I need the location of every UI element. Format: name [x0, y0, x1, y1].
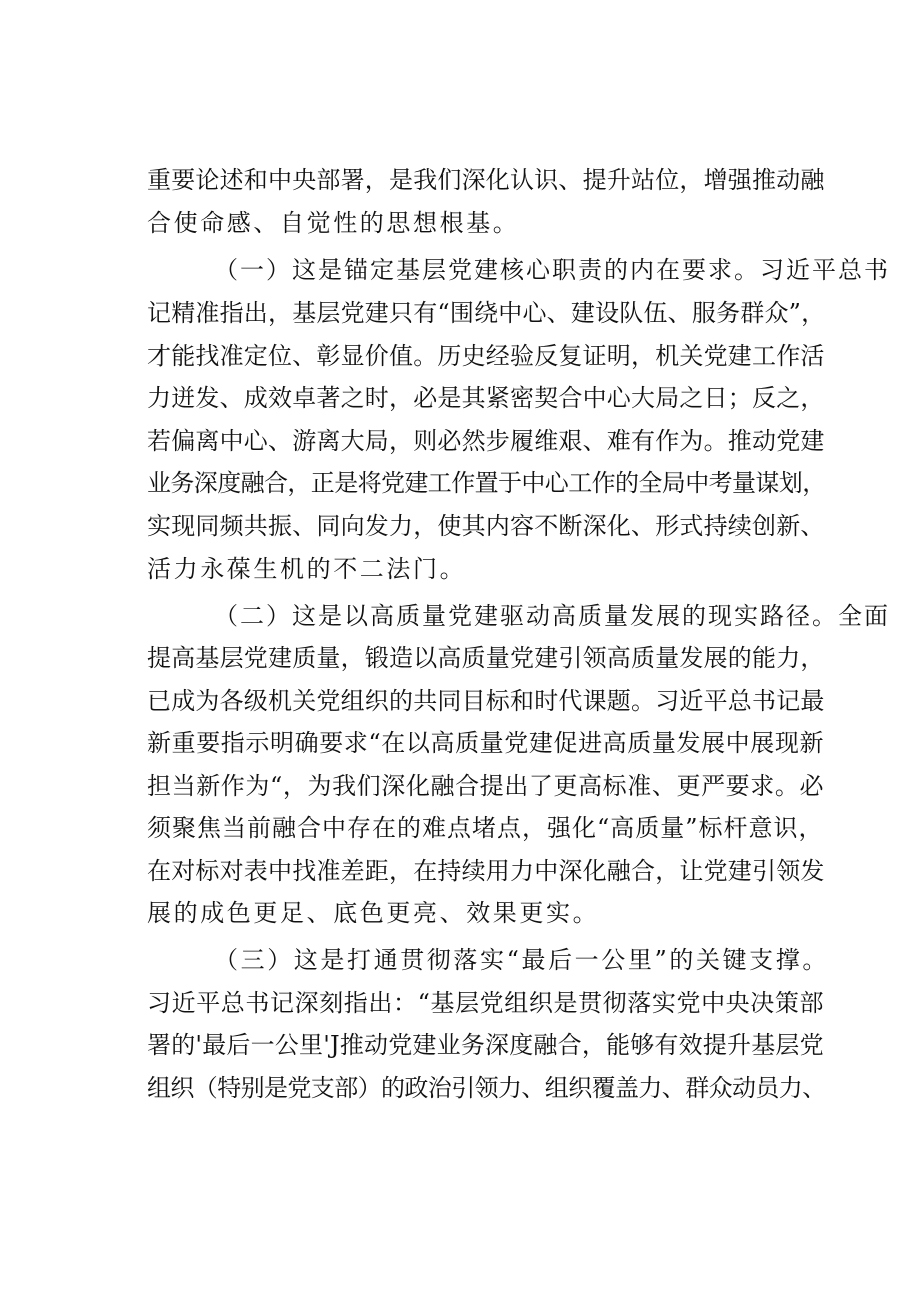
text-line: 合使命感、自觉性的思想根基。	[147, 209, 520, 237]
text-line: 新重要指示明确要求“在以高质量党建促进高质量发展中展现新	[147, 729, 825, 757]
text-line: 实现同频共振、同向发力，使其内容不断深化、形式持续创新、	[147, 512, 825, 540]
text-line: 力迸发、成效卓著之时，必是其紧密契合中心大局之日；反之，	[147, 384, 825, 412]
paragraph-heading-2: （二）这是以高质量党建驱动高质量发展的现实路径。全面	[214, 602, 890, 630]
text-line: 在对标对表中找准差距，在持续用力中深化融合，让党建引领发	[147, 857, 825, 885]
text-line: 须聚焦当前融合中存在的难点堵点，强化“高质量”标杆意识，	[147, 814, 824, 842]
text-line: 记精准指出，基层党建只有“围绕中心、建设队伍、服务群众”，	[147, 299, 826, 327]
text-line: 已成为各级机关党组织的共同目标和时代课题。习近平总书记最	[147, 687, 825, 715]
text-line: 才能找准定位、彰显价值。历史经验反复证明，机关党建工作活	[147, 342, 825, 370]
paragraph-heading-1: （一）这是锚定基层党建核心职责的内在要求。习近平总书	[214, 256, 890, 284]
text-line: 展的成色更足、底色更亮、效果更实。	[147, 899, 600, 927]
text-line: 署的'最后一公里'J推动党建业务深度融合，能够有效提升基层党	[147, 1031, 824, 1059]
text-line: 担当新作为“，为我们深化融合提出了更高标准、更严要求。必	[147, 772, 825, 800]
text-line: 组织（特别是党支部）的政治引领力、组织覆盖力、群众动员力、	[147, 1074, 826, 1102]
text-line: 活力永葆生机的不二法门。	[147, 555, 467, 583]
text-line: 提高基层党建质量，锻造以高质量党建引领高质量发展的能力，	[147, 644, 825, 672]
text-line: 业务深度融合，正是将党建工作置于中心工作的全局中考量谋划，	[147, 469, 826, 497]
text-line: 重要论述和中央部署，是我们深化认识、提升站位，增强推动融	[147, 166, 825, 194]
text-line: 习近平总书记深刻指出：“基层党组织是贯彻落实党中央决策部	[147, 989, 825, 1017]
paragraph-heading-3: （三）这是打通贯彻落实“最后一公里”的关键支撑。	[214, 946, 829, 974]
text-line: 若偏离中心、游离大局，则必然步履维艰、难有作为。推动党建	[147, 427, 825, 455]
